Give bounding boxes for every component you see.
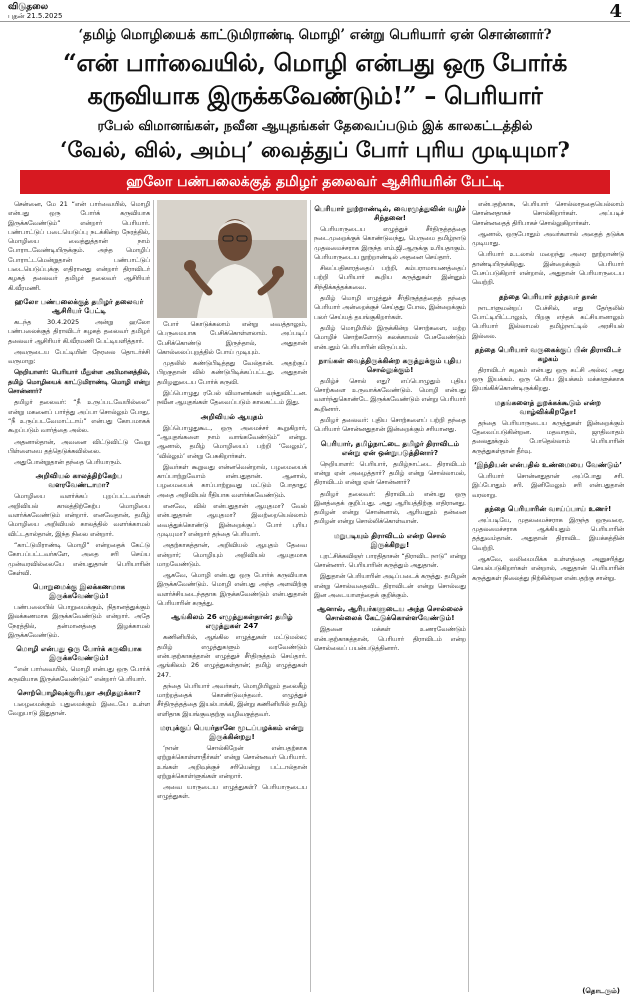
paragraph: “என் பார்வையில், மொழி என்பது ஒரு போர்க் கருவியாக இருக்கவேண்டும்” என்றார் பெரியார். [8,666,150,683]
paragraph: போர் கொடுக்கலாம் என்று வைத்தாலும், பெருமையாக பேசிக்கொள்ளலாம். அப்படிப் பேசிக்கொண்டு இருந்தால், அதுதான் கொல்லைப்புறத்தில் போய் முடியும். [157,321,307,356]
issue-date: புதன் 21.5.2025 [8,12,63,20]
section-heading: மரபுக்குப் பெயர்தானே மூடப்பழக்கம் என்று இருக்கின்றது! [160,722,304,741]
paragraph: தந்தை பெரியாருடைய கருத்துகள் இன்றைக்கும் தேவைப்படுகின்றன. மதவாதம், ஜாதிவாதம் தலைதூக்கும் போதெல்லாம் பெரியாரின் கருத்துகள்தான் தீர்வு. [472,419,624,455]
section-heading: தந்தை பெரியார் வருகைக்குப் பின் திராவிடர் கழகம் [474,344,622,363]
photo-spacer [157,200,307,320]
paragraph: ஆகவே, மொழி என்பது ஒரு போர்க் கருவியாக இருக்கவேண்டும். மொழி என்பது அந்த அளவிற்கு வளர்ச்சியடைந்ததாக இருக்கவேண்டும் என்பதுதான் பெரியாரின் கருத்து. [157,572,307,608]
article-column-2 [157,200,307,992]
paragraph: இவர்கள் கூறுவது என்னவென்றால், பழமையைக் காப்பாற்றுவோம் என்பதுதான். ஆனால், பழமையைக் காப்பாற்றுவது மட்டும் போதாது; அதை அறிவியல் ரீதியாக வளர்க்கவேண்டும். [157,463,307,499]
article-column-4 [472,200,624,992]
paragraph: பழைமைக்கும் புதுமைக்கும் இடையே உள்ள வேறுபாடு இதுதான். [8,700,150,718]
page-number: 4 [609,1,622,22]
paragraph: “காட்டுமிராண்டி மொழி” என்றதைக் கேட்டு கோபப்பட்டவர்களே, அதை சரி செய்ய முன்வரவில்லையே என்பதுதான் பெரியாரின் கேள்வி. [8,541,150,577]
sub-headline: ரபேல் விமானங்கள், நவீன ஆயுதங்கள் தேவைப்படும் இக் காலகட்டத்தில் [97,119,533,134]
paragraph: கணினியில், ஆங்கில எழுத்துகள் மட்டுமல்ல; தமிழ் எழுத்துகளும் வரவேண்டும் என்பதற்காகத்தான் எழுத்துச் சீர்திருத்தம் செய்தார். ஆங்கிலம் 26 எழுத்துகள்தான்; தமிழ் எழுத்துகள் 247. [157,634,307,679]
paragraph: புரட்சிக்கவிஞர் பாரதிதாசன் “திராவிட நாடு” என்று சொன்னார். பெரியாரின் கருத்தும் அதுதான். [314,552,466,570]
section-heading: பொறுமைக்கு இலக்கணமாக இருக்கவேண்டும்! [32,582,126,601]
paragraph: தமிழ் மொழி எழுத்துச் சீர்திருத்தத்தைத் தந்தை பெரியார் அன்றைக்குச் செய்தது போல, இன்றைக்கும் பலர் செய்யத் தயங்குகிறார்கள். [314,295,466,321]
paragraph: தந்தை பெரியார் அவர்கள், மொழியிலும் தலைகீழ் மாற்றத்தைக் கொண்டுவந்தவர். எழுத்துச் சீர்திருத்தத்தை இயல்பாக்கி, இன்று கணினியில் தமிழ் எளிதாக இயங்குவதற்கு வழிவகுத்தவர். [157,682,307,718]
main-headline: “என் பார்வையில், மொழி என்பது ஒரு போர்க் கருவியாக இருக்கவேண்டும்!” – பெரியார் [62,48,568,110]
answer: தமிழர் தலைவர்: “நீ உருப்படவேயில்லை” என்று மகனைப் பார்த்து அப்பா சொல்லும் போது, “நீ உருப்படவேமாட்டாய்” என்பது கோபமாகக் கூறப்படும் வார்த்தை அல்ல. [8,399,150,435]
paragraph: சென்னை, மே 21 “என் பார்வையில், மொழி என்பது ஒரு போர்க் கருவியாக இருக்கவேண்டும்” என்றார் பெரியார். பண்பாட்டுப் படையெடுப்பு நடக்கின்ற நேரத்தில், மொழியை வைத்துத்தான் நாம் போராடவேண்டியிருக்கும். அந்த மொழிப் போராட்டமென்றுதான் பண்பாட்டுப் படையெடுப்புக்கு எதிரானது என்றார் திராவிடர் கழகத் தலைவர் தமிழர் தலைவர் ஆசிரியர் கி.வீரமணி. [8,201,150,292]
section-heading: ஹலோ பண்பலைக்குத் தமிழர் தலைவர் ஆசிரியர் பேட்டி [14,296,144,315]
section-heading: மறுபடியும் திராவிடம் என்ற சொல் இருக்கிறது! [333,530,447,549]
newspaper-name: விடுதலை [8,2,49,12]
paragraph: அதனால்தான், அவனை விட்டுவிட்டு வேறு பிள்ளையை தத்தெடுக்கவில்லை. [8,438,150,455]
paragraph: பெரியாருடைய எழுத்துச் சீர்திருத்தத்தை நடைமுறைக்குக் கொண்டுவந்து, பெருமை தமிழ்நாடு முதலமைச்சராக இருந்த எம்.ஜி.ஆருக்கு உரியதாகும். பெரியாருடைய நூற்றாண்டில் அதனை செய்தார். [314,226,466,261]
paragraph: அவை யாருடைய எழுத்துகள்? பெரியாருடைய எழுத்துகள். [157,784,307,801]
section-heading: ஆங்கிலம் 26 எழுத்துகள்தான்; தமிழ் எழுத்துகள் 247 [171,612,293,631]
article-column-3 [314,200,466,992]
paragraph: இதுதான் பெரியாரின் அடிப்படைக் கருத்து. தமிழன் என்று சொல்வதைவிட திராவிடன் என்று சொல்வது இன அடையாளத்தைக் குறிக்கும். [314,573,466,599]
paragraph: ஆனால், ஒருபோதும் அவர்களால் அதைத் தடுக்க முடியாது. [472,230,624,248]
paragraph: தமிழ் மொழியில் இருக்கின்ற சொற்களை, மற்ற மொழிச் சொற்களோடு கலக்காமல் பேசவேண்டும் என்பதும் பெரியாரின் விருப்பம். [314,324,466,351]
paragraph: ‘நான் சொல்கிறேன் என்பதற்காக ஏற்றுக்கொள்ளாதீர்கள்’ என்று சொன்னவர் பெரியார். உங்கள் அறிவுக்குச் சரியென்று பட்டால்தான் ஏற்றுக்கொள்ளுங்கள் என்றார். [157,744,307,780]
paragraph: தமிழர் தலைவர்: திராவிடம் என்பது ஒரு இனத்தைக் குறிப்பது. அது ஆரியத்திற்கு எதிரானது. தமிழன் என்று சொன்னால், ஆரியனும் தன்னை தமிழன் என்று சொல்லிக்கொள்வான். [314,490,466,526]
column-rule [310,200,311,992]
section-heading: மதங்களைத் துறக்கக்கூடும் என்ற வாழ்விக்கிறதோ! [494,397,602,416]
interview-banner: ஹலோ பண்பலைக்குத் தமிழர் தலைவர் ஆசிரியரின் பேட்டி [20,170,610,194]
section-heading: தந்தை பெரியாரின் வாய்ப்பாய் உணர்! [484,503,612,513]
continued-label: (தொடரும்) [582,987,620,995]
paragraph: கடந்த 30.4.2025 அன்று ஹலோ பண்பலைக்குத் திராவிடர் கழகத் தலைவர் தமிழர் தலைவர் ஆசிரியர் கி.வீரமணி பேட்டியளித்தார். [8,318,150,345]
paragraph: மொழியை வளர்க்கப் புறப்பட்டவர்கள் அறிவியல் காலத்திற்கேற்ப மொழியை வளர்க்கவேண்டும் என்றார். எனவேதான், தமிழ் மொழியை அறிவியல் காலத்தில் வளர்க்காமல் விட்டதால்தான், இந்த நிலை என்றார். [8,493,150,538]
paragraph: இதனை மக்கள் உணரவேண்டும் என்பதற்காகத்தான், பெரியார் திராவிடம் என்ற சொல்லைப் பயன்படுத்தினார். [314,626,466,652]
masthead [0,0,630,22]
paragraph: முதலில் கண்டுபிடித்தது வேல்தான். அதற்குப் பிறகுதான் வில் கண்டுபிடிக்கப்பட்டது. அதுதான் தமிழனுடைய போர்க் கருவி. [157,360,307,386]
section-heading: ‘இந்தியன் என்பதில் உண்மையை வேண்டும்’ [474,459,622,469]
paragraph: அதுபோன்றுதான் தந்தை பெரியாரும். [14,459,122,467]
paragraph: தமிழ்ச் சொல் எது? எப்பொழுதும் புதிய சொற்களை உருவாக்கவேண்டும். மொழி என்பது வளர்ந்துகொண்டே இருக்கவேண்டும் என்று பெரியார் கூறினார். [314,377,466,413]
sub-headline-2: ‘வேல், வில், அம்பு’ வைத்துப் போர் புரிய முடியுமா? [60,137,570,162]
section-heading: பெரியார், தமிழ்நாட்டை தமிழர் திராவிடம் என்று ஏன் ஒன்றுபடுத்தினார்? [320,438,460,457]
paragraph: அவருடைய பேட்டியின் நேரலை தொடர்ச்சி வருமாறு: [8,348,150,366]
paragraph: அப்படியே, முதலமைச்சராக இருந்த ஒருவரை, முதலமைச்சராக ஆக்கியதும் பெரியாரின் தத்துவம்தான். அதுதான் திராவிட இயக்கத்தின் வெற்றி. [472,516,624,552]
section-heading: மொழி என்பது ஒரு போர்க் கருவியாக இருக்கவேண்டும்! [16,644,142,663]
paragraph: என்பதற்காக, பெரியார் சொல்லாததையெல்லாம் சொன்னதாகச் சொல்கிறார்கள். அப்படிச் சொன்னதைத் திரிபாகச் சொல்லுகிறார்கள். [472,201,624,227]
section-heading: ஆனால், ஆரியர்களுடைய அந்த சொல்லைச் சொல்லைக் கேட்டுக்கொள்ளவேண்டும்! [316,604,464,623]
question: நெறியாளர்: பெரியார் மீதுள்ள அபிமானத்தில், தமிழ் மொழியைக் காட்டுமிராண்டி மொழி என்று சொன்னார்? [8,369,150,396]
paragraph: பண்பலையில் பொறுமைக்கும், நிதானத்துக்கும் இலக்கணமாக இருக்கவேண்டும் என்றார். அதே நேரத்தில், தன்மானத்தை இழக்காமல் இருக்கவேண்டும். [8,604,150,639]
paragraph: பெரியார் சொன்னதுதான் அப்போது சரி. இப்போதும் சரி. இனிமேலும் சரி என்பதுதான் வரலாறு. [472,472,624,499]
paragraph: நாடாளுமன்றப் பேச்சில், எது தேர்தலில் போட்டியிட்டாலும், பிறகு எந்தக் கட்சியானாலும் பெரியார் இல்லாமல் தமிழ்நாட்டில் அரசியல் இல்லை. [472,304,624,340]
kicker-headline: ‘தமிழ் மொழியைக் காட்டுமிராண்டி மொழி’ என்று பெரியார் ஏன் சொன்னார்? [78,27,552,43]
section-heading: நாங்கள் வைத்திருக்கின்ற கருத்துக்கும் புதிய சொல்லுக்கும்! [318,355,462,374]
paragraph: தமிழர் தலைவர்: புதிய சொற்களைப் பற்றி தந்தை பெரியார் சொன்னதுதான் இன்றைக்கும் சரியானது. [314,417,466,434]
paragraph: ஆகவே, வலிமைமிக்க உள்ளத்தை அனுசரித்து செயல்படுகிறார்கள் என்றால், அதுதான் பெரியாரின் கருத்துகள் நிலைத்து நிற்கின்றன என்பதற்கு சான்று. [472,556,624,582]
section-heading: அறிவியல் ஆயுதம் [200,411,264,421]
paragraph: எனவே, வில் என்பதுதான் ஆயுதமா? வேல் என்பதுதான் ஆயுதமா? இவற்றையெல்லாம் வைத்துக்கொண்டு இன்றைக்குப் போர் புரிய முடியுமா? என்றார் தந்தை பெரியார். [157,503,307,538]
paragraph: இப்பொழுது ரபேல் விமானங்கள் வந்துவிட்டன. நவீன ஆயுதங்கள் தேவைப்படும் காலகட்டம் இது. [157,390,307,407]
section-heading: பெரியார் நூற்றாண்டில், வைரமுத்துவின் வழிச் சிந்தனை! [314,204,466,222]
paragraph: திராவிடர் கழகம் என்பது ஒரு கட்சி அல்ல; அது ஒரு இயக்கம். ஒரு பெரிய இயக்கம் மக்களுக்காக இயங்கிக்கொண்டிருக்கிறது. [472,366,624,393]
paragraph: நெறியாளர்: பெரியார், தமிழ்நாட்டை திராவிடம் என்று ஏன் அழைத்தார்? தமிழ் என்று சொல்லாமல், திராவிடம் என்று ஏன் சொன்னார்? [314,460,466,487]
column-rule [153,200,154,992]
paragraph: பெரியார் உடலால் மறைந்து அரை நூற்றாண்டு தாண்டியிருக்கிறது. இன்றைக்கும் பெரியார் பேசப்படுகிறார் என்றால், அதுதான் பெரியாருடைய வெற்றி. [472,251,624,287]
section-heading: சொற்பொழிவுக்குரியதா அறிதலுக்கா? [17,687,141,697]
paragraph: அதற்காகத்தான், அறிவியல் ஆயுதம் தேவை என்றார்; மொழியும் அறிவியல் ஆயுதமாக மாறவேண்டும். [157,542,307,568]
section-heading: தந்தை பெரியார் தந்தவர் தான் [498,291,598,301]
article-column-1 [8,200,150,992]
paragraph: சிலப்பதிகாரத்தைப் பற்றி, கம்பராமாயணத்தைப் பற்றி பெரியார் கூறிய கருத்துகள் இன்னும் சிந்திக்கத்தக்கவை. [314,265,466,291]
paragraph: இப்பொழுதுகூட, ஒரு அமைச்சர் கூறுகிறார், “ஆயுதங்களை நாம் வாங்கவேண்டும்” என்று. ஆனால், தமிழ் மொழியைப் பற்றி ‘வேலும்’, ‘வில்லும்’ என்று பேசுகிறார்கள். [157,424,307,460]
column-rule [468,200,469,992]
section-heading: அறிவியல் காலத்திற்கேற்ப வளரவேண்டாமா? [35,471,123,490]
